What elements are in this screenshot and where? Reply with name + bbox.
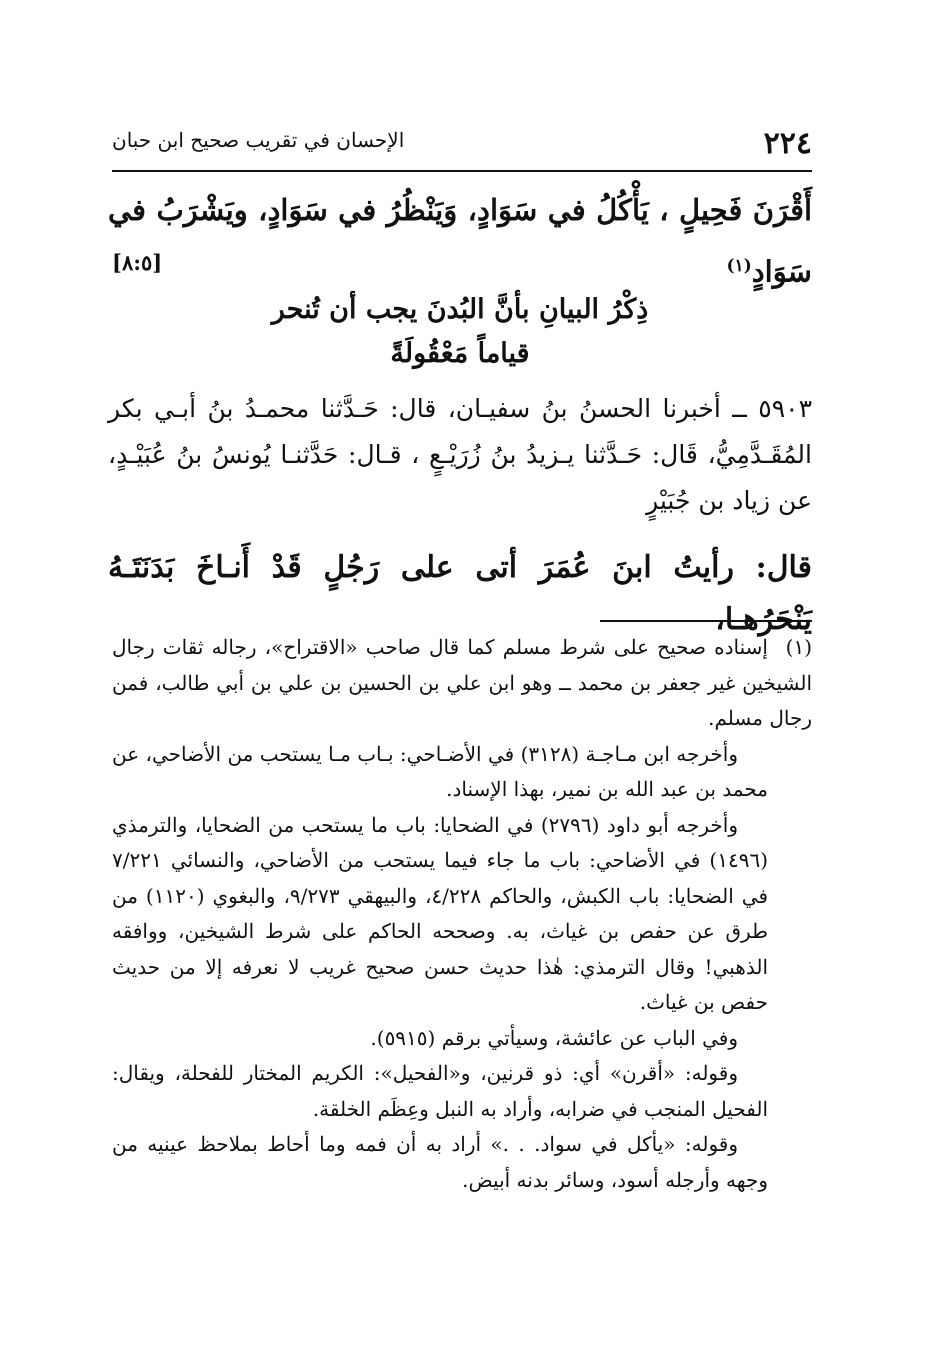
footnote-paragraph: وقوله: «يأكل في سواد. . .» أراد به أن فمه وما أحاط بملاحظ عينيه من وجهه وأرجله أسود، وسائر بدنه أبيض. — [112, 1132, 768, 1192]
hadith-continuation-text: أَقْرَنَ فَحِيلٍ ، يَأْكُلُ في سَوَادٍ، وَيَنْظُرُ في سَوَادٍ، ويَشْرَبُ في سَوَادٍ — [108, 193, 812, 289]
chapter-heading-line-1: ذِكْرُ البيانِ بأنَّ البُدنَ يجب أن تُنحر — [271, 294, 649, 325]
page-header — [112, 120, 812, 160]
hadith-continuation — [108, 182, 812, 300]
header-rule — [112, 170, 812, 172]
footnote-paragraph: وقوله: «أقرن» أي: ذو قرنين، و«الفحيل»: الكريم المختار للفحلة، ويقال: الفحيل المنجب في ضرابه، وأراد به النبل وعِظَم الخلقة. — [112, 1061, 768, 1121]
chapter-heading-line-2: قياماً مَعْقُولَةً — [390, 338, 530, 369]
footnote-number: (١) — [785, 635, 812, 659]
grading-reference: [٨:٥] — [112, 250, 163, 275]
hadith-matn: قال: رأيتُ ابنَ عُمَرَ أتى على رَجُلٍ قَدْ أَنـاخَ بَدَنَتَـهُ يَنْحَرُهـا، — [108, 550, 812, 637]
page-number: ٢٢٤ — [763, 126, 812, 161]
footnote-1 — [112, 630, 812, 737]
footnotes — [112, 630, 812, 1198]
footnote-marker: (١) — [726, 256, 752, 276]
footnote-paragraph: وفي الباب عن عائشة، وسيأتي برقم (٥٩١٥). — [370, 1025, 738, 1050]
hadith-isnad: ٥٩٠٣ ــ أخبرنا الحسنُ بنُ سفيـان، قال: حَـدَّثنا محمـدُ بنُ أبـي بكر المُقَـدَّمِيُّ، قَال: حَـدَّثنا يـزيدُ بنُ زُرَيْـعٍ ، قـال: حَدَّثنـا يُونسُ بنُ عُبَيْـدٍ، عن زياد بن جُبَيْرٍ — [108, 394, 812, 515]
footnote-rule — [600, 620, 812, 622]
footnote-paragraph: وأخرجه أبو داود (٢٧٩٦) في الضحايا: باب ما يستحب من الضحايا، والترمذي (١٤٩٦) في الأضاحي: باب ما جاء فيما يستحب من الأضاحي، والنسائي ٧/٢٢١ في الضحايا: باب الكبش، والحاكم ٤/٢٢٨، والبيهقي ٩/٢٧٣، والبغوي (١١٢٠) من طرق عن حفص بن غياث، به. وصححه الحاكم على شرط الشيخين، ووافقه الذهبي! وقال الترمذي: هٰذا حديث حسن صحيح غريب لا نعرفه إلا من حديث حفص بن غياث. — [112, 812, 769, 1014]
running-title: الإحسان في تقريب صحيح ابن حبان — [112, 128, 405, 152]
footnote-paragraph: وأخرجه ابن مـاجـة (٣١٢٨) في الأضـاحي: بـاب مـا يستحب من الأضاحي، عن محمد بن عبد الله بن نمير، بهذا الإسناد. — [112, 741, 768, 801]
footnote-text: إسناده صحيح على شرط مسلم كما قال صاحب «الاقتراح»، رجاله ثقات رجال الشيخين غير جعفر بن محمد ــ وهو ابن علي بن الحسين بن علي بن أبي طالب، فمن رجال مسلم. — [112, 635, 812, 730]
